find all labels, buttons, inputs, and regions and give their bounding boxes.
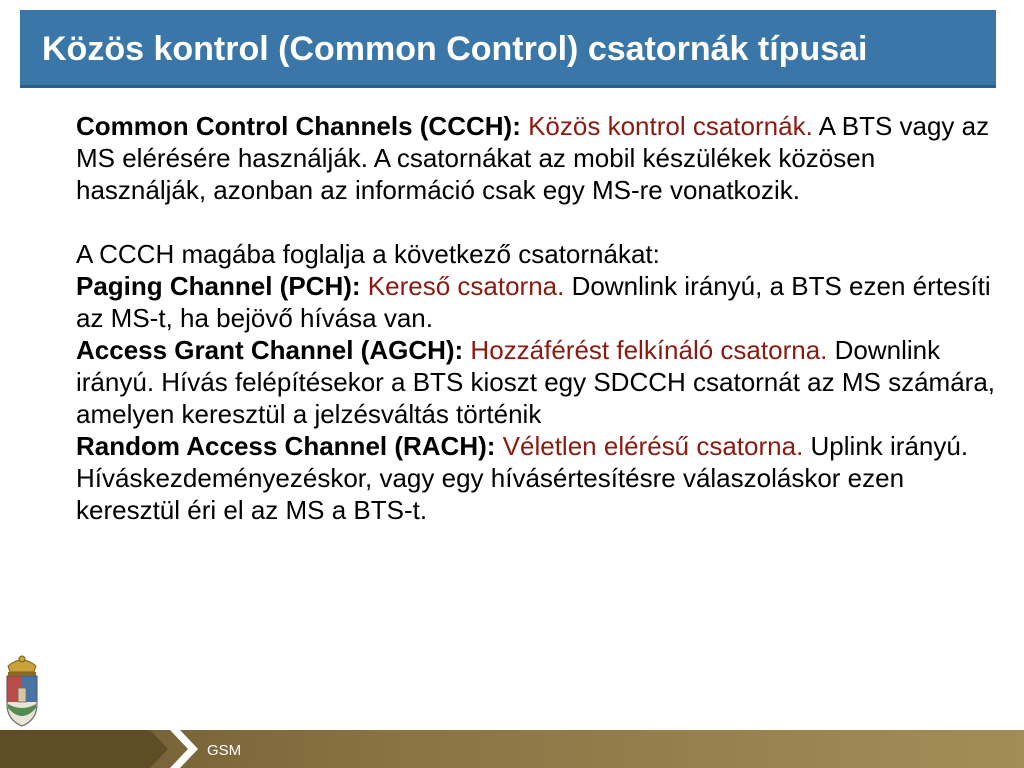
title-bar (20, 10, 996, 88)
rach-description: Uplink irányú. Híváskezdeményezéskor, vagy egy hívásértesítésre válaszoláskor ezen keresztül éri el az MS a BTS-t. (76, 431, 969, 525)
ccch-paragraph (76, 110, 996, 206)
rach-term: Random Access Channel (RACH): (76, 431, 496, 461)
footer-bar (0, 730, 1024, 768)
agch-paragraph (76, 334, 996, 430)
pch-translation: Kereső csatorna. (367, 271, 565, 301)
ccch-term: Common Control Channels (CCCH): (76, 111, 521, 141)
agch-translation: Hozzáférést felkínáló csatorna. (470, 335, 828, 365)
rach-paragraph (76, 430, 996, 526)
pch-description: Downlink irányú, a BTS ezen értesíti az MS-t, ha bejövő hívása van. (76, 271, 991, 333)
pch-term: Paging Channel (PCH): (76, 271, 361, 301)
ccch-description: A BTS vagy az MS elérésére használják. A csatornákat az mobil készülékek közösen használják, azonban az információ csak egy MS-re vonatkozik. (76, 111, 990, 205)
slide-title: Közös kontrol (Common Control) csatornák típusai (42, 30, 868, 68)
agch-description: Downlink irányú. Hívás felépítésekor a BTS kioszt egy SDCCH csatornát az MS számára, amelyen keresztül a jelzésváltás történik (76, 335, 996, 429)
slide-content (76, 110, 996, 526)
footer-chevron-icon (0, 730, 200, 768)
coat-of-arms-icon (2, 652, 42, 728)
footer-label: GSM (207, 742, 242, 759)
agch-term: Access Grant Channel (AGCH): (76, 335, 464, 365)
pch-paragraph (76, 270, 996, 334)
ccch-translation: Közös kontrol csatornák. (528, 111, 813, 141)
paragraph-spacer (76, 206, 996, 238)
rach-translation: Véletlen elérésű csatorna. (502, 431, 804, 461)
channels-intro: A CCCH magába foglalja a következő csatornákat: (76, 239, 660, 269)
